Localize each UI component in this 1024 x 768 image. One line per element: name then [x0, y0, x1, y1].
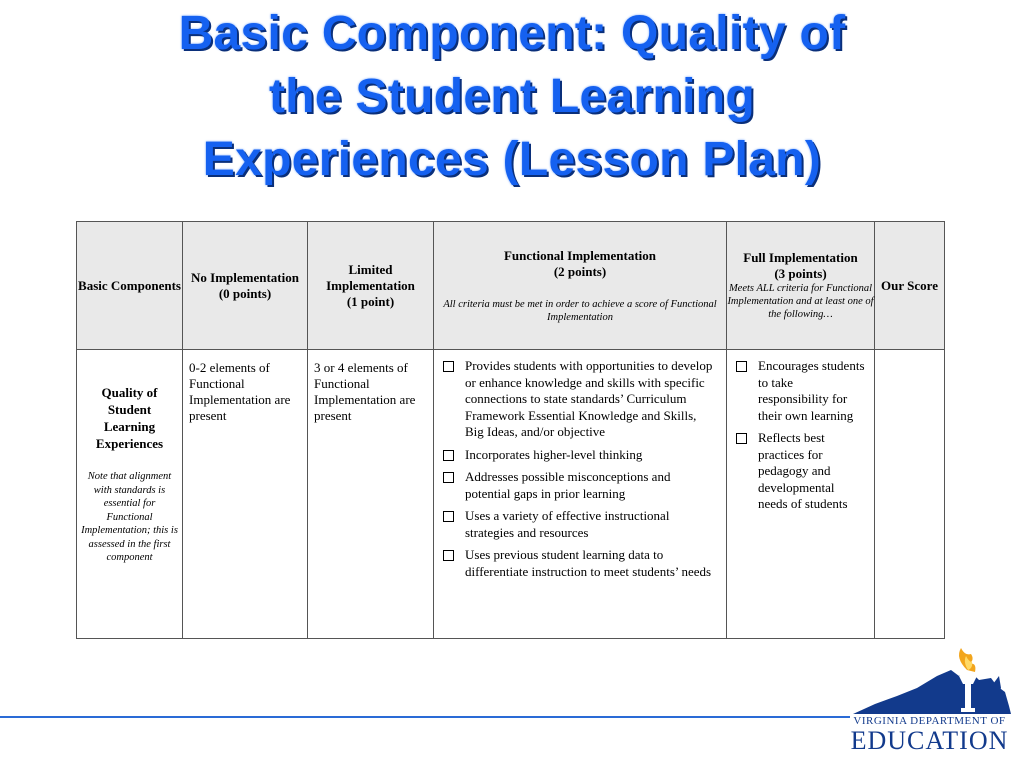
title-line-1: Basic Component: Quality of — [178, 7, 846, 60]
title-line-3: Experiences (Lesson Plan) — [202, 133, 822, 186]
rubric-table — [76, 221, 945, 639]
checkbox-icon — [736, 433, 747, 444]
list-item: Encourages students to take responsibility for their own learning — [735, 358, 866, 424]
list-item: Uses a variety of effective instructional strategies and resources — [442, 508, 718, 541]
checkbox-icon — [443, 550, 454, 561]
component-note: Note that alignment with standards is essential for Functional Implementation; this is assessed in the first component — [81, 471, 178, 563]
our-score-cell — [875, 350, 945, 639]
list-item: Reflects best practices for pedagogy and developmental needs of students — [735, 430, 866, 513]
list-item: Incorporates higher-level thinking — [442, 447, 718, 464]
virginia-torch-icon — [847, 646, 1012, 716]
header-no-implementation: No Implementation (0 points) — [183, 222, 308, 350]
checkbox-icon — [443, 472, 454, 483]
functional-criteria-list — [434, 350, 726, 580]
title-line-2: the Student Learning — [269, 70, 755, 123]
header-row — [77, 222, 945, 350]
header-basic-components: Basic Components — [77, 222, 183, 350]
component-cell — [77, 350, 183, 639]
full-criteria-list — [727, 350, 874, 513]
functional-note: All criteria must be met in order to achieve a score of Functional Implementation — [443, 298, 717, 323]
header-functional-implementation: Functional Implementation (2 points) All criteria must be met in order to achieve a score of Functional Implementation — [434, 222, 727, 350]
header-limited-implementation: Limited Implementation (1 point) — [308, 222, 434, 350]
header-full-implementation: Full Implementation (3 points) Meets ALL criteria for Functional Implementation and at least one of the following… — [727, 222, 875, 350]
checkbox-icon — [443, 511, 454, 522]
logo-text-line2: EDUCATION — [850, 726, 1009, 755]
no-implementation-cell: 0-2 elements of Functional Implementation are present — [183, 350, 308, 639]
limited-implementation-cell: 3 or 4 elements of Functional Implementation are present — [308, 350, 434, 639]
full-implementation-cell — [727, 350, 875, 639]
checkbox-icon — [736, 361, 747, 372]
list-item: Provides students with opportunities to develop or enhance knowledge and skills with specific connections to state standards’ Curriculum Framework Essential Knowledge and Skills, Big Ideas, and/or objective — [442, 358, 718, 441]
header-our-score: Our Score — [875, 222, 945, 350]
list-item: Uses previous student learning data to differentiate instruction to meet students’ needs — [442, 547, 718, 580]
vdoe-logo — [847, 646, 1012, 758]
functional-implementation-cell — [434, 350, 727, 639]
slide-title — [60, 2, 964, 191]
list-item: Addresses possible misconceptions and potential gaps in prior learning — [442, 469, 718, 502]
logo-text-line1: VIRGINIA DEPARTMENT OF — [853, 715, 1006, 727]
checkbox-icon — [443, 361, 454, 372]
full-note: Meets ALL criteria for Functional Implementation and at least one of the following… — [727, 283, 874, 320]
checkbox-icon — [443, 450, 454, 461]
table-row — [77, 350, 945, 639]
bottom-rule — [0, 716, 850, 718]
component-title: Quality of Student Learning Experiences — [95, 385, 164, 451]
